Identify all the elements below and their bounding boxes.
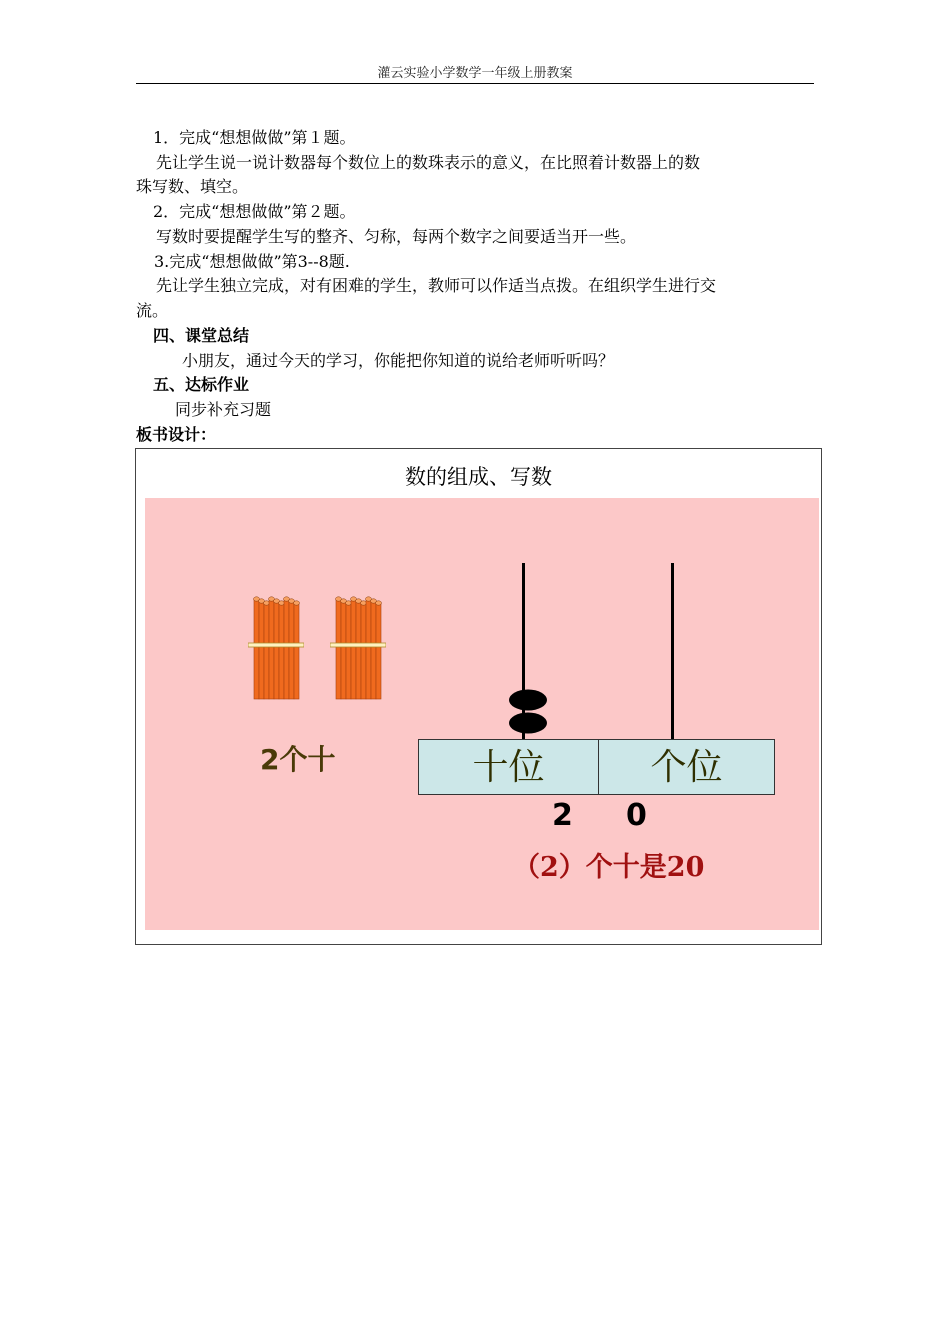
board-design-heading: 板书设计： — [136, 425, 217, 444]
ones-digit: 0 — [626, 798, 647, 833]
bundles-label: 2个十 — [260, 743, 336, 776]
section-homework-text: 同步补充习题 — [175, 400, 272, 419]
stick-bundle-2 — [330, 591, 386, 701]
stick-bundle-1 — [248, 591, 304, 701]
board-design-frame — [135, 448, 822, 945]
section-summary-heading: 四、课堂总结 — [153, 326, 250, 345]
item-2: 2．完成“想想做做”第２题。 — [153, 202, 356, 221]
header-rule — [136, 83, 814, 84]
item-3-desc-a: 先让学生独立完成，对有困难的学生，教师可以作适当点拨。在组织学生进行交 — [156, 276, 717, 295]
page-header: 灌云实验小学数学一年级上册教案 — [377, 66, 573, 81]
board-slide — [145, 498, 819, 930]
item-1-desc-a: 先让学生说一说计数器每个数位上的数珠表示的意义，在比照着计数器上的数 — [156, 153, 701, 172]
tens-place-box: 十位 — [418, 739, 599, 795]
item-3-desc-b: 流。 — [136, 301, 169, 320]
ones-place-box: 个位 — [598, 739, 775, 795]
abacus-bead-tens-2 — [508, 712, 548, 734]
item-2-desc: 写数时要提醒学生写的整齐、匀称，每两个数字之间要适当开一些。 — [156, 227, 637, 246]
tens-digit: 2 — [552, 798, 573, 833]
abacus-bead-tens-1 — [508, 689, 548, 711]
section-summary-text: 小朋友，通过今天的学习，你能把你知道的说给老师听听吗？ — [182, 351, 615, 370]
abacus-rod-ones — [671, 563, 674, 743]
board-title: 数的组成、写数 — [405, 465, 552, 489]
item-3: 3.完成“想想做做”第3--8题. — [154, 252, 350, 271]
item-1-desc-b: 珠写数、填空。 — [136, 177, 249, 196]
section-homework-heading: 五、达标作业 — [153, 375, 250, 394]
board-caption: （2）个十是20 — [513, 852, 705, 883]
item-1: 1．完成“想想做做”第１题。 — [153, 128, 356, 147]
